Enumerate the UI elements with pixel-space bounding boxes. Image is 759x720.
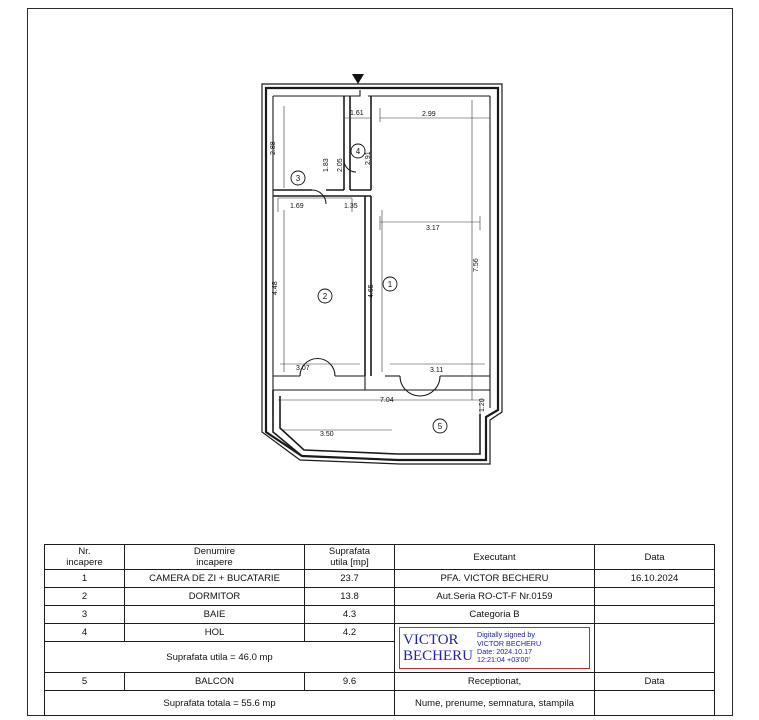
spacer-cell [595,606,715,624]
signature-meta-line1: Digitally signed by [477,630,535,640]
entrance-arrow [352,74,364,84]
spacer-cell [595,691,715,716]
row-name: BALCON [125,673,305,691]
floor-plan-svg [240,60,540,480]
dim-text: 2.91 [365,151,372,165]
room-label-2: 2 [322,292,328,301]
subtotal-utila: Suprafata utila = 46.0 mp [45,642,395,673]
header-executant: Executant [395,545,595,570]
executant-category: Categoria B [395,606,595,624]
executant-company-text: PFA. VICTOR BECHERU [440,573,549,584]
dimension-labels [270,110,486,438]
table-row [45,570,715,588]
receptionat-data-label: Data [595,673,715,691]
executant-company [395,570,595,588]
signature-meta-line3: Date: 2024.10.17 [477,647,533,656]
row-area: 9.6 [305,673,395,691]
table-row [45,588,715,606]
dim-text: 7.56 [473,258,480,272]
table-row [45,624,715,642]
dim-text: 3.17 [426,225,440,232]
header-suprafata [305,545,395,570]
room-label-3: 3 [295,174,301,183]
row-name: HOL [125,624,305,642]
dim-text: 1.69 [290,203,304,210]
signature-meta [477,631,541,665]
row-area: 4.3 [305,606,395,624]
dim-text: 3.07 [296,365,310,372]
spacer-cell [595,588,715,606]
spacer-cell [595,624,715,673]
table-row-balcony [45,673,715,691]
receptionat-label: Receptionat, [395,673,595,691]
header-data: Data [595,545,715,570]
row-nr: 2 [45,588,125,606]
signature-name-line1: VICTOR [403,632,459,648]
room-label-5: 5 [437,422,443,431]
executant-date: 16.10.2024 [595,570,715,588]
row-nr: 5 [45,673,125,691]
header-denumire-line2: incapere [196,557,233,568]
dim-text: 2.88 [270,141,277,155]
header-nr-line1: Nr. [78,546,91,557]
dim-text: 3.50 [320,431,334,438]
room-schedule-table [44,544,715,716]
total-area: Suprafata totala = 55.6 mp [45,691,395,716]
row-area: 23.7 [305,570,395,588]
room-label-1: 1 [387,280,393,289]
row-area: 4.2 [305,624,395,642]
row-nr: 4 [45,624,125,642]
executant-authorization: Aut.Seria RO-CT-F Nr.0159 [395,588,595,606]
dim-text: 1.83 [323,158,330,172]
dim-text: 3.11 [430,367,444,374]
signature-meta-line4: 12:21:04 +03'00' [477,655,530,665]
dim-text: 4.65 [368,284,375,298]
dim-text: 1.35 [344,203,358,210]
header-nr [45,545,125,570]
header-suprafata-line2: utila [mp] [330,557,369,568]
signature-box [399,627,590,669]
row-nr: 3 [45,606,125,624]
dim-text: 4.48 [272,281,279,295]
row-name: DORMITOR [125,588,305,606]
dim-text: 2.99 [422,111,436,118]
receptionat-footer: Nume, prenume, semnatura, stampila [395,691,595,716]
dim-text: 1.20 [479,398,486,412]
row-nr: 1 [45,570,125,588]
digital-signature [395,624,595,673]
header-denumire [125,545,305,570]
signature-meta-line2: VICTOR BECHERU [477,638,542,648]
signature-name [403,632,473,664]
header-denumire-line1: Denumire [193,546,236,557]
total-row [45,691,715,716]
dim-text: 7.04 [380,397,394,404]
header-suprafata-line1: Suprafata [328,546,371,557]
table-header-row [45,545,715,570]
signature-name-line2: BECHERU [403,648,474,664]
dim-text: 1.61 [350,110,364,117]
row-name: BAIE [125,606,305,624]
floor-plan-drawing [240,60,540,480]
row-name: CAMERA DE ZI + BUCATARIE [125,570,305,588]
room-label-4: 4 [355,147,361,156]
dim-text: 2.05 [337,158,344,172]
row-area: 13.8 [305,588,395,606]
table-row [45,606,715,624]
header-nr-line2: incapere [66,557,103,568]
